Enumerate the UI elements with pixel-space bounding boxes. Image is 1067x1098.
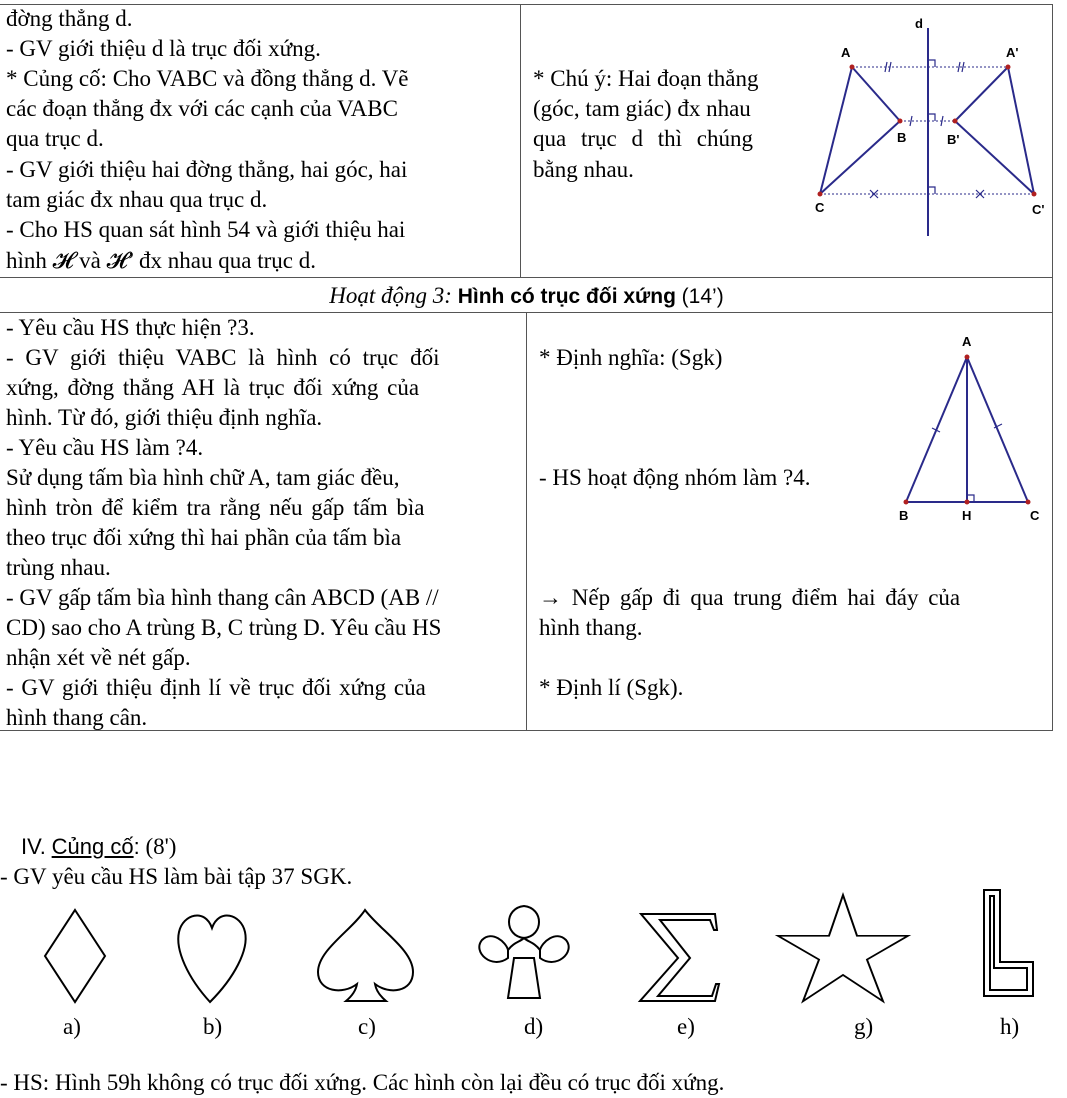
table-border-bottom bbox=[0, 730, 1053, 731]
activity-3-heading bbox=[0, 281, 1053, 312]
text-line: hình thang cân. bbox=[6, 705, 148, 730]
star-shape bbox=[778, 895, 908, 1001]
diamond-shape bbox=[45, 910, 105, 1002]
label-b: B bbox=[899, 508, 909, 523]
text-line: hình tròn để kiểm tra rằng nếu gấp tấm bìa bbox=[6, 495, 425, 520]
shape-label-a: a) bbox=[63, 1014, 81, 1039]
shape-label-c: c) bbox=[358, 1014, 376, 1039]
text-line: - GV giới thiệu d là trục đối xứng. bbox=[6, 36, 321, 61]
label-b: B bbox=[897, 130, 907, 145]
fold-line-text-cont: hình thang. bbox=[539, 615, 643, 640]
club-shape bbox=[479, 906, 568, 998]
heart-shape bbox=[178, 916, 245, 1002]
table-border-row1-bottom bbox=[0, 277, 1053, 278]
label-a: A bbox=[962, 334, 972, 349]
triangle-abc bbox=[820, 67, 900, 194]
text-line: bằng nhau. bbox=[533, 157, 634, 182]
text-line: qua trục d. bbox=[6, 126, 104, 151]
text-line: - Cho HS quan sát hình 54 và giới thiệu hai bbox=[6, 217, 406, 242]
text-line: xứng, đờng thẳng AH là trục đối xứng của bbox=[6, 375, 420, 400]
text-line: * Chú ý: Hai đoạn thẳng bbox=[533, 66, 759, 91]
text-line: - GV gấp tấm bìa hình thang cân ABCD (AB // bbox=[6, 585, 439, 610]
isosceles-triangle-figure bbox=[890, 330, 1050, 525]
activity-title: Hình có trục đối xứng bbox=[457, 285, 676, 308]
symmetric-triangles-figure bbox=[800, 14, 1050, 244]
text-line: Sử dụng tấm bìa hình chữ A, tam giác đều, bbox=[6, 465, 400, 490]
sigma-shape bbox=[640, 914, 719, 1001]
label-h: H bbox=[962, 508, 972, 523]
section-time: (8') bbox=[145, 834, 177, 859]
label-b-prime: B' bbox=[947, 132, 960, 147]
shape-label-e: e) bbox=[677, 1014, 695, 1039]
section-4-heading bbox=[21, 832, 176, 862]
section-heading: Củng cố bbox=[51, 834, 134, 859]
section-numeral: IV. bbox=[21, 834, 46, 859]
table-divider-row2 bbox=[526, 312, 527, 730]
exercise-task: - GV yêu cầu HS làm bài tập 37 SGK. bbox=[0, 864, 353, 889]
text-line: (góc, tam giác) đx nhau bbox=[533, 96, 751, 121]
label-a-prime: A' bbox=[1006, 45, 1019, 60]
label-d: d bbox=[915, 16, 923, 31]
label-a: A bbox=[841, 45, 851, 60]
text-line: - GV giới thiệu hai đờng thẳng, hai góc, hai bbox=[6, 157, 408, 182]
shape-label-h: h) bbox=[1000, 1014, 1020, 1039]
text-line: - GV giới thiệu định lí về trục đối xứng của bbox=[6, 675, 426, 700]
text-line: - Yêu cầu HS thực hiện ?3. bbox=[6, 315, 255, 340]
activity-prefix: Hoạt động 3: bbox=[329, 283, 452, 308]
text-line: tam giác đx nhau qua trục d. bbox=[6, 187, 268, 212]
fold-line-text: → Nếp gấp đi qua trung điểm hai đáy của bbox=[539, 585, 961, 610]
text-line: - GV giới thiệu VABC là hình có trục đối bbox=[6, 345, 440, 370]
spade-shape bbox=[318, 910, 413, 1001]
shape-label-g: g) bbox=[854, 1014, 874, 1039]
text-line: CD) sao cho A trùng B, C trùng D. Yêu cầu HS bbox=[6, 615, 442, 640]
text-line: - Yêu cầu HS làm ?4. bbox=[6, 435, 204, 460]
table-border-right bbox=[1052, 4, 1053, 730]
definition-text: * Định nghĩa: (Sgk) bbox=[539, 345, 723, 370]
exercise-shapes bbox=[0, 880, 1067, 1010]
text-line: theo trục đối xứng thì hai phần của tấm bìa bbox=[6, 525, 402, 550]
text-line: trùng nhau. bbox=[6, 555, 111, 580]
shape-label-d: d) bbox=[524, 1014, 544, 1039]
label-c: C bbox=[815, 200, 825, 215]
text-line: các đoạn thẳng đx với các cạnh của VABC bbox=[6, 96, 398, 121]
table-divider-row1 bbox=[520, 4, 521, 277]
text-line: qua trục d thì chúng bbox=[533, 126, 753, 151]
activity-time: (14’) bbox=[681, 285, 724, 308]
theorem-text: * Định lí (Sgk). bbox=[539, 675, 684, 700]
text-line: * Củng cố: Cho VABC và đồng thẳng d. Vẽ bbox=[6, 66, 409, 91]
table-border-top bbox=[0, 4, 1053, 5]
right-angle-marks bbox=[928, 60, 935, 194]
label-c: C bbox=[1030, 508, 1040, 523]
letter-l-shape bbox=[984, 890, 1033, 996]
group-work-text: - HS hoạt động nhóm làm ?4. bbox=[539, 465, 811, 490]
text-line: nhận xét về nét gấp. bbox=[6, 645, 191, 670]
cut-off-text-line: - HS: Hình 59h không có trục đối xứng. Các hình còn lại đều có trục đối xứng. bbox=[0, 1070, 725, 1095]
text-line: hình 𝓗 và 𝓗’ đx nhau qua trục d. bbox=[6, 248, 316, 273]
text-line: hình. Từ đó, giới thiệu định nghĩa. bbox=[6, 405, 323, 430]
label-c-prime: C' bbox=[1032, 202, 1045, 217]
shape-label-b: b) bbox=[203, 1014, 223, 1039]
text-line: đờng thẳng d. bbox=[6, 6, 133, 31]
section-colon: : bbox=[133, 834, 140, 859]
triangle-a2b2c2 bbox=[955, 67, 1034, 194]
text-line-justified bbox=[6, 64, 508, 94]
